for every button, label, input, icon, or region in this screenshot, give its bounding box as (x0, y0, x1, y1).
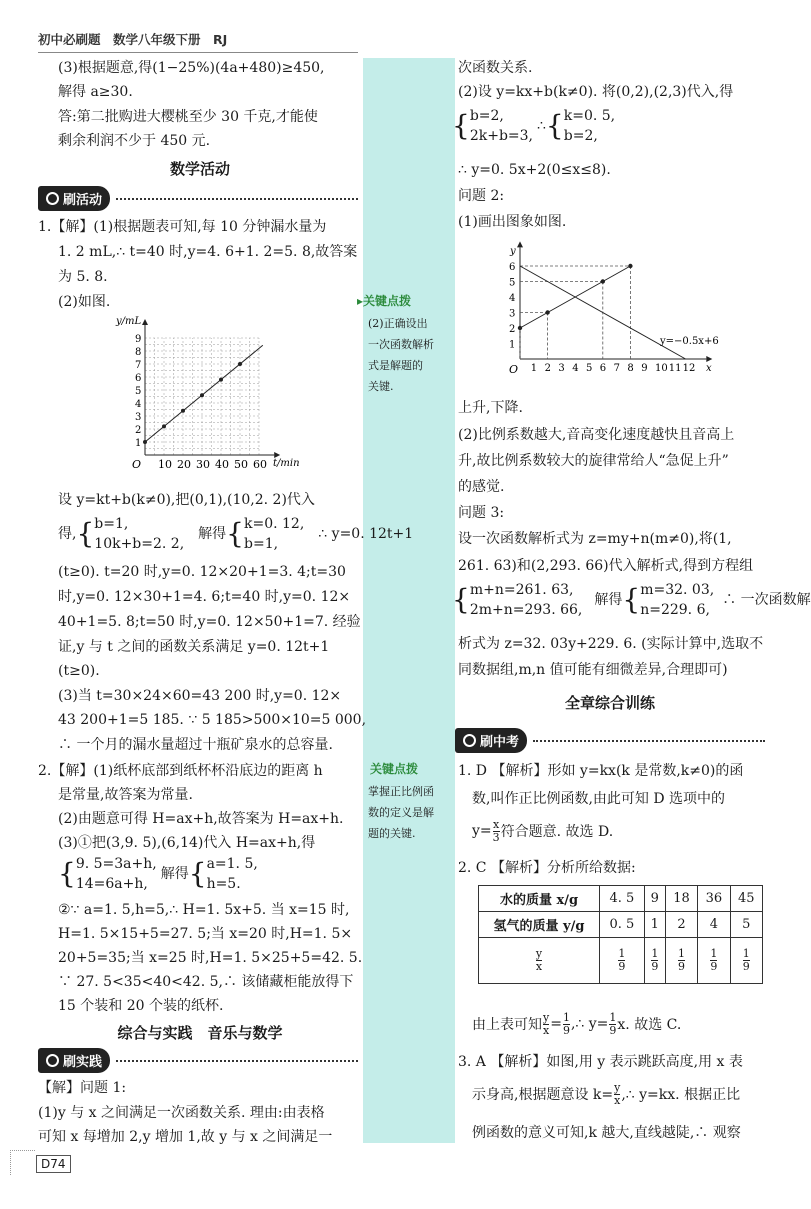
text-line: 的感觉. (458, 479, 505, 495)
text-line: (2)设 y=kx+b(k≠0). 将(0,2),(2,3)代入,得 (458, 84, 734, 100)
x-axis-arrow (706, 356, 712, 362)
data-point (601, 279, 605, 283)
text-line: 【解】问题 1: (38, 1080, 127, 1096)
table-cell: 氢气的质量 y/g (479, 912, 600, 938)
data-point (518, 326, 522, 330)
x-tick-label: 6 (599, 363, 607, 374)
text-line: 解得 a≥30. (58, 84, 133, 100)
table-cell: $\frac{1}{9}$ (698, 938, 730, 984)
text-line: (1)画出图象如图. (458, 214, 567, 230)
fraction-line: 示身高,根据题意设 k= $\frac{y}{x}$ ,∴ y=kx. 根据正比 (472, 1080, 741, 1107)
text-line: (2)比例系数越大,音高变化速度越快且音高上 (458, 427, 735, 443)
text-line: 升,故比例系数较大的旋律常给人“急促上升” (458, 453, 729, 469)
text-line: 15 个装和 20 个装的纸杯. (58, 998, 224, 1014)
table-cell: 4 (698, 912, 730, 938)
corner-mark (10, 1150, 35, 1175)
key-point-title-2: 关键点拨 (370, 762, 419, 776)
data-point (545, 310, 549, 314)
x-tick-label: 10 (158, 458, 172, 471)
text-line: 析式为 z=32. 03y+229. 6. (实际计算中,选取不 (458, 636, 764, 652)
equation-system: 得, { b=1, 10k+b=2. 2, 解得 { k=0. 12, b=1, ∴ y=0. 12t+1 (58, 516, 414, 552)
section-badge-practice (38, 1048, 358, 1072)
x-tick-label: 5 (586, 363, 593, 374)
y-tick-label: 3 (135, 412, 142, 423)
data-point (143, 440, 147, 444)
x-tick-label: 60 (253, 458, 267, 471)
y-tick-label: 2 (135, 425, 142, 436)
x-tick-label: 30 (196, 458, 210, 471)
text-line: 时,y=0. 12×30+1=4. 6;t=40 时,y=0. 12× (58, 589, 351, 605)
text-line: 是常量,故答案为常量. (58, 787, 193, 803)
table-cell: 4. 5 (600, 886, 645, 912)
fraction-line: y= $\frac{x}{3}$ 符合题意. 故选 D. (472, 817, 614, 844)
text-line: 为 5. 8. (58, 269, 108, 285)
table-cell: 1 (644, 912, 665, 938)
table-cell: 0. 5 (600, 912, 645, 938)
y-tick-label: 9 (135, 334, 142, 345)
key-point-text-2: 掌握正比例函 数的定义是解 题的关键. (368, 785, 434, 840)
text-line: (3)①把(3,9. 5),(6,14)代入 H=ax+h,得 (58, 835, 316, 851)
text-line: (2)如图. (58, 294, 111, 310)
x-tick-label: 1 (530, 363, 538, 374)
y-tick-label: 1 (509, 339, 516, 351)
table-cell: 2 (665, 912, 697, 938)
text-line: ∵ 27. 5<35<40<42. 5,∴ 该储藏柜能放得下 (58, 974, 354, 990)
section-badge-activity (38, 186, 358, 210)
text-line: (3)当 t=30×24×60=43 200 时,y=0. 12× (58, 688, 342, 704)
data-point (628, 264, 632, 268)
text-line: 设一次函数解析式为 z=my+n(m≠0),将(1, (458, 531, 732, 547)
data-point (200, 393, 204, 397)
data-point (219, 378, 223, 382)
x-tick-label: 3 (558, 363, 565, 374)
text-line: ②∵ a=1. 5,h=5,∴ H=1. 5x+5. 当 x=15 时, (58, 902, 350, 918)
y-tick-label: 4 (135, 399, 142, 410)
y-tick-label: 7 (135, 360, 142, 371)
x-tick-label: 11 (668, 363, 682, 374)
x-tick-label: 10 (655, 363, 668, 374)
data-table (478, 885, 763, 984)
text-line: 261. 63)和(2,293. 66)代入解析式,得到方程组 (458, 558, 754, 574)
table-cell: 9 (644, 886, 665, 912)
equation-system: { m+n=261. 63, 2m+n=293. 66, 解得 { m=32. 03, n=229. 6, ∴ 一次函数解 (452, 582, 811, 618)
text-line: ∴ y=0. 5x+2(0≤x≤8). (458, 162, 611, 178)
music-graph (500, 240, 730, 380)
y-tick-label: 3 (509, 308, 516, 320)
text-line: 数,叫作正比例函数,由此可知 D 选项中的 (472, 791, 726, 807)
x-tick-label: 50 (234, 458, 248, 471)
key-point-text-1: (2)正确设出 一次函数解析 式是解题的 关键. (368, 317, 434, 393)
y-tick-label: 2 (509, 324, 516, 335)
table-row (479, 886, 763, 912)
text-line: 1. 2 mL,∴ t=40 时,y=4. 6+1. 2=5. 8,故答案 (58, 244, 358, 260)
page-header: 初中必刷题 数学八年级下册 RJ (38, 32, 228, 47)
text-line: (3)根据题意,得(1−25%)(4a+480)≥450, (58, 60, 325, 76)
badge-label: 刷实践 (38, 1048, 110, 1073)
text-line: 剩余利润不少于 450 元. (58, 133, 211, 149)
text-line: 1. D 【解析】形如 y=kx(k 是常数,k≠0)的函 (458, 763, 744, 779)
x-tick-label: 9 (641, 363, 648, 374)
text-line: H=1. 5×15+5=27. 5;当 x=20 时,H=1. 5× (58, 926, 353, 942)
x-tick-label: 7 (613, 363, 620, 374)
y-tick-label: 4 (509, 293, 516, 304)
x-axis-label: x (706, 363, 712, 374)
text-line: 次函数关系. (458, 60, 533, 76)
text-line: (t≥0). (58, 663, 100, 679)
data-point (238, 362, 242, 366)
y-tick-label: 5 (135, 386, 142, 397)
y-axis-label: y/mL (116, 316, 142, 327)
x-tick-label: 12 (682, 363, 696, 374)
origin-label: O (132, 458, 142, 471)
equation-system: { 9. 5=3a+h, 14=6a+h, 解得 { a=1. 5, h=5. (58, 856, 258, 892)
graph-axes (142, 319, 280, 458)
text-line: 例函数的意义可知,k 越大,直线越陡,∴ 观察 (472, 1125, 741, 1141)
table-cell: $\frac{1}{9}$ (600, 938, 645, 984)
x-tick-label: 40 (215, 458, 229, 471)
header-rule (38, 52, 358, 53)
x-axis-label: t/min (273, 458, 300, 469)
section-badge-exam (455, 728, 765, 752)
y-tick-label: 6 (509, 262, 516, 273)
fraction-line: 由上表可知 $\frac{y}{x}$ = $\frac{1}{9}$ ,∴ y= $\frac{1}{9}$ x. 故选 C. (472, 1010, 682, 1037)
y-tick-label: 1 (135, 438, 142, 449)
x-tick-label: 2 (544, 363, 551, 374)
text-line: 2. C 【解析】分析所给数据: (458, 860, 636, 876)
water-leak-graph (110, 312, 310, 477)
text-line: 设 y=kt+b(k≠0),把(0,1),(10,2. 2)代入 (58, 492, 315, 508)
y-axis-arrow (142, 319, 148, 325)
badge-label: 刷活动 (38, 186, 110, 211)
section-title-review: 全章综合训练 (564, 694, 655, 712)
y-axis-label: y (510, 246, 516, 257)
text-line: 问题 3: (458, 505, 505, 521)
text-line: (t≥0). t=20 时,y=0. 12×20+1=3. 4;t=30 (58, 564, 346, 580)
text-line: 问题 2: (458, 188, 505, 204)
table-cell: 45 (730, 886, 762, 912)
badge-label: 刷中考 (455, 728, 527, 753)
table-cell: 5 (730, 912, 762, 938)
x-tick-label: 20 (177, 458, 191, 471)
text-line: 40+1=5. 8;t=50 时,y=0. 12×50+1=7. 经验 (58, 614, 361, 630)
text-line: (2)由题意可得 H=ax+h,故答案为 H=ax+h. (58, 811, 344, 827)
text-line: 上升,下降. (458, 400, 523, 416)
table-cell: $\frac{1}{9}$ (644, 938, 665, 984)
side-panel (363, 58, 455, 1143)
table-cell: 18 (665, 886, 697, 912)
dotted-rule (533, 739, 765, 742)
table-cell: $\frac{1}{9}$ (730, 938, 762, 984)
line-equation-label: y=−0.5x+6 (660, 336, 719, 347)
table-cell: $\frac{1}{9}$ (665, 938, 697, 984)
graph-tick-labels (135, 334, 267, 471)
y-tick-label: 5 (509, 277, 516, 289)
equation-system: { b=2, 2k+b=3, ∴ { k=0. 5, b=2, (452, 108, 616, 144)
text-line: 20+5=35;当 x=25 时,H=1. 5×25+5=42. 5. (58, 950, 363, 966)
table-row (479, 912, 763, 938)
text-line: ∴ 一个月的漏水量超过十瓶矿泉水的总容量. (58, 737, 333, 753)
text-line: 同数据组,m,n 值可能有细微差异,合理即可) (458, 662, 728, 678)
page-number: D74 (36, 1155, 71, 1173)
key-point-title-1: ▸关键点拨 (357, 294, 412, 308)
y-axis-arrow (517, 241, 523, 247)
dotted-rule (116, 1059, 358, 1062)
x-tick-label: 8 (627, 363, 634, 374)
data-point (162, 424, 166, 428)
dotted-rule (116, 197, 358, 200)
table-row (479, 938, 763, 984)
table-cell: $\frac{y}{x}$ (479, 938, 600, 984)
x-tick-label: 4 (572, 363, 579, 374)
section-title-activity: 数学活动 (169, 160, 230, 178)
origin-label: O (509, 363, 519, 376)
text-line: 答:第二批购进大樱桃至少 30 千克,才能使 (58, 109, 318, 125)
text-line: 证,y 与 t 之间的函数关系满足 y=0. 12t+1 (58, 639, 330, 655)
text-line: (1)y 与 x 之间满足一次函数关系. 理由:由表格 (38, 1105, 325, 1121)
table-cell: 36 (698, 886, 730, 912)
y-tick-label: 8 (135, 347, 142, 358)
text-line: 可知 x 每增加 2,y 增加 1,故 y 与 x 之间满足一 (38, 1129, 333, 1145)
text-line: 43 200+1=5 185. ∵ 5 185>500×10=5 000, (58, 712, 367, 728)
text-line: 3. A 【解析】如图,用 y 表示跳跃高度,用 x 表 (458, 1054, 743, 1070)
text-line: 1.【解】(1)根据题表可知,每 10 分钟漏水量为 (38, 219, 327, 235)
table-cell: 水的质量 x/g (479, 886, 600, 912)
section-title-practice: 综合与实践 音乐与数学 (117, 1024, 283, 1042)
y-tick-label: 6 (135, 373, 142, 384)
text-line: 2.【解】(1)纸杯底部到纸杯杯沿底边的距离 h (38, 763, 323, 779)
data-point (181, 409, 185, 413)
